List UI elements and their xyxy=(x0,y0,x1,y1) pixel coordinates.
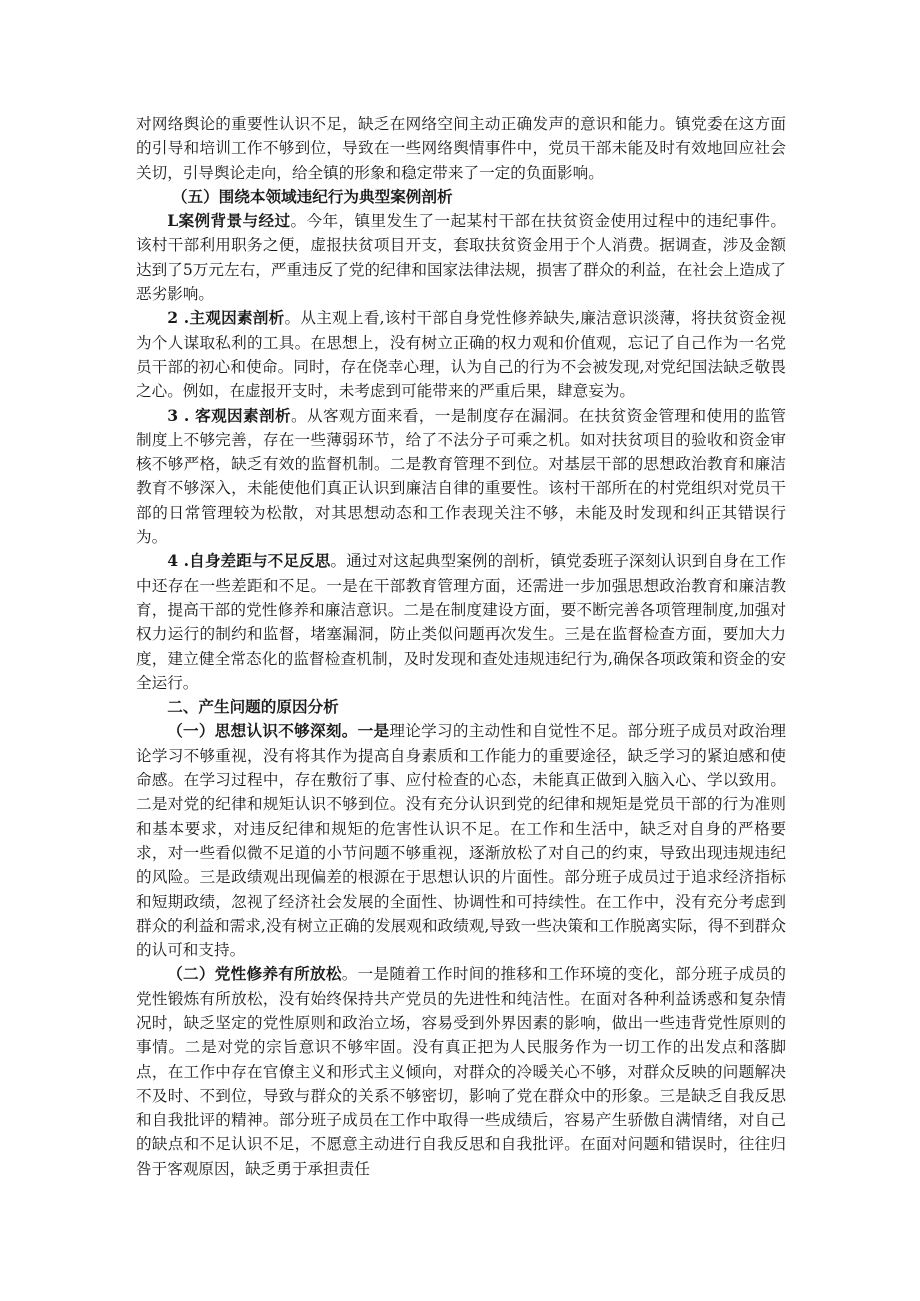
paragraph-ideological-awareness: （一）思想认识不够深刻。一是理论学习的主动性和自觉性不足。部分班子成员对政治理论学习不够重视，没有将其作为提高自身素质和工作能力的重要途径，缺乏学习的紧迫感和使命感。在学习过程中，存在敷衍了事、应付检查的心态，未能真正做到入脑入心、学以致用。二是对党的纪律和规矩认识不够到位。没有充分认识到党的纪律和规矩是党员干部的行为准则和基本要求，对违反纪律和规矩的危害性认识不足。在工作和生活中，缺乏对自身的严格要求，对一些看似微不足道的小节问题不够重视，逐渐放松了对自己的约束，导致出现违规违纪的风险。三是政绩观出现偏差的根源在于思想认识的片面性。部分班子成员过于追求经济指标和短期政绩，忽视了经济社会发展的全面性、协调性和可持续性。在工作中，没有充分考虑到群众的利益和需求,没有树立正确的发展观和政绩观,导致一些决策和工作脱离实际，得不到群众的认可和支持。 xyxy=(136,721,786,960)
paragraph-case-background: L案例背景与经过。今年，镇里发生了一起某村干部在扶贫资金使用过程中的违纪事件。该村干部利用职务之便，虚报扶贫项目开支，套取扶贫资金用于个人消费。据调查，涉及金额达到了5万元左右，严重违反了党的纪律和国家法律法规，损害了群众的利益，在社会上造成了恶劣影响。 xyxy=(136,211,786,304)
paragraph-continuation: 对网络舆论的重要性认识不足，缺乏在网络空间主动正确发声的意识和能力。镇党委在这方面的引导和培训工作不够到位，导致在一些网络舆情事件中，党员干部未能及时有效地回应社会关切，引导舆论走向，给全镇的形象和稳定带来了一定的负面影响。 xyxy=(136,115,786,182)
document-page xyxy=(136,112,786,1181)
paragraph-party-spirit: （二）党性修养有所放松。一是随着工作时间的推移和工作环境的变化，部分班子成员的党性锻炼有所放松，没有始终保持共产党员的先进性和纯洁性。在面对各种利益诱惑和复杂情况时，缺乏坚定的党性原则和政治立场，容易受到外界因素的影响，做出一些违背党性原则的事情。二是对党的宗旨意识不够牢固。没有真正把为人民服务作为一切工作的出发点和落脚点，在工作中存在官僚主义和形式主义倾向，对群众的冷暖关心不够，对群众反映的问题解决不及时、不到位，导致与群众的关系不够密切，影响了党在群众中的形象。三是缺乏自我反思和自我批评的精神。部分班子成员在工作中取得一些成绩后，容易产生骄傲自满情绪，对自己的缺点和不足认识不足，不愿意主动进行自我反思和自我批评。在面对问题和错误时，往往归咎于客观原因，缺乏勇于承担责任 xyxy=(136,964,786,1178)
paragraph-self-reflection: 4 .自身差距与不足反思。通过对这起典型案例的剖析，镇党委班子深刻认识到自身在工作中还存在一些差距和不足。一是在干部教育管理方面，还需进一步加强思想政治教育和廉洁教育，提高干部的党性修养和廉洁意识。二是在制度建设方面，要不断完善各项管理制度,加强对权力运行的制约和监督，堵塞漏洞，防止类似问题再次发生。三是在监督检查方面，要加大力度，建立健全常态化的监督检查机制，及时发现和查处违规违纪行为,确保各项政策和资金的安全运行。 xyxy=(136,551,786,692)
item-lead: 3 . 客观因素剖析 xyxy=(167,405,291,425)
paragraph-objective-factors: 3 . 客观因素剖析。从客观方面来看，一是制度存在漏洞。在扶贫资金管理和使用的监管制度上不够完善，存在一些薄弱环节，给了不法分子可乘之机。如对扶贫项目的验收和资金审核不够严格，缺乏有效的监督机制。二是教育管理不到位。对基层干部的思想政治教育和廉洁教育不够深入，未能使他们真正认识到廉洁自律的重要性。该村干部所在的村党组织对党员干部的日常管理较为松散，对其思想动态和工作表现关注不够，未能及时发现和纠正其错误行为。 xyxy=(136,405,786,547)
item-lead: L案例背景与经过 xyxy=(167,211,291,231)
subhead-lead: （一）思想认识不够深刻。一是 xyxy=(167,721,390,741)
chapter-heading-causes: 二、产生问题的原因分析 xyxy=(167,697,339,717)
section-heading-5: （五）围绕本领域违纪行为典型案例剖析 xyxy=(171,186,453,206)
paragraph-subjective-factors: 2 .主观因素剖析。从主观上看,该村干部自身党性修养缺失,廉洁意识淡薄，将扶贫资金视为个人谋取私利的工具。在思想上，没有树立正确的权力观和价值观，忘记了自己作为一名党员干部的初心和使命。同时，存在侥幸心理，认为自己的行为不会被发现,对党纪国法缺乏敬畏之心。例如，在虚报开支时，未考虑到可能带来的严重后果，肆意妄为。 xyxy=(136,308,786,401)
item-lead: 2 .主观因素剖析 xyxy=(167,308,285,328)
subhead-lead: （二）党性修养有所放松 xyxy=(167,964,342,984)
item-lead: 4 .自身差距与不足反思 xyxy=(167,551,331,571)
